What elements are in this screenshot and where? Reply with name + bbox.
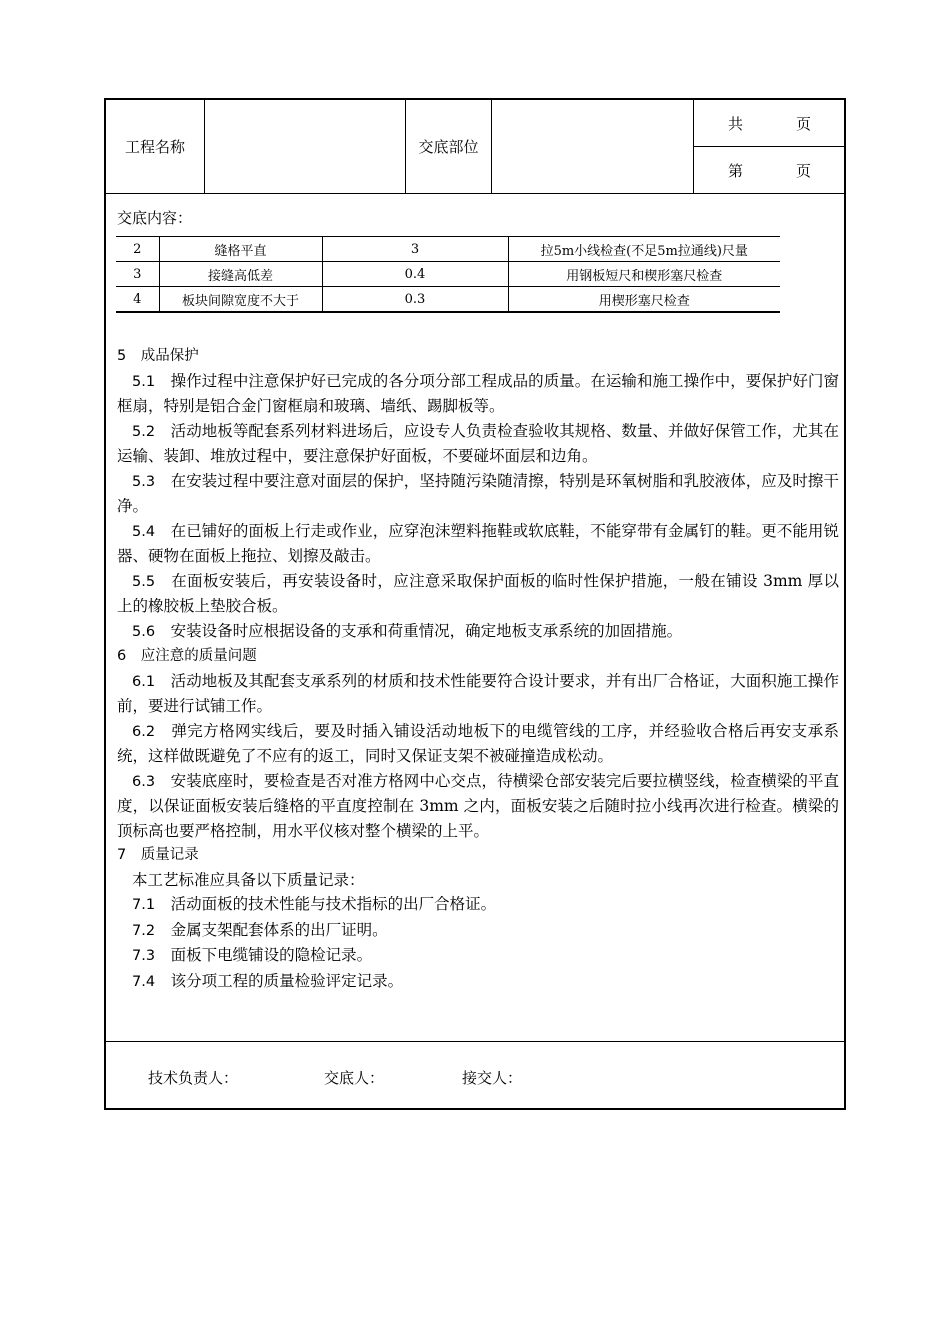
clause-6-3 [117, 769, 839, 844]
section-7-title: 7 质量记录 [117, 847, 199, 863]
clause-5-1 [117, 369, 839, 419]
clause-text: 在面板安装后，再安装设备时，应注意采取保护面板的临时性保护措施，一般在铺设 3mm 厚以上的橡胶板上垫胶合板。 [117, 571, 839, 615]
disclosure-form [104, 98, 846, 1110]
table-cell-item: 缝格平直 [159, 237, 322, 262]
tech-lead-signature[interactable]: 技术负责人： [148, 1069, 239, 1087]
clause-number: 6.3 [132, 773, 156, 790]
clause-text: 安装底座时，要检查是否对准方格网中心交点，待横梁仓部安装完后要拉横竖线，检查横梁的平直度，以保证面板安装后缝格的平直度控制在 3mm 之内，面板安装之后随时拉小线再次进行检查。横梁的顶标高也要严格控制，用水平仪核对整个横梁的上平。 [117, 771, 839, 840]
clause-5-2 [117, 419, 839, 469]
clause-text: 在已铺好的面板上行走或作业，应穿泡沫塑料拖鞋或软底鞋，不能穿带有金属钉的鞋。更不能用锐器、硬物在面板上拖拉、划擦及敲击。 [117, 521, 839, 565]
table-cell-method: 用楔形塞尺检查 [508, 287, 780, 313]
clause-6-1 [117, 669, 839, 719]
disclosure-part-value[interactable] [492, 100, 694, 193]
clause-7-1 [117, 892, 839, 918]
clause-number: 5.2 [132, 423, 156, 440]
disclosure-body [117, 344, 839, 994]
project-name-label: 工程名称 [106, 100, 205, 193]
clause-number: 7.3 [132, 948, 156, 964]
table-row [116, 287, 780, 313]
clause-text: 在安装过程中要注意对面层的保护，坚持随污染随清擦，特别是环氧树脂和乳胶液体，应及时擦干净。 [117, 471, 839, 515]
signature-row [106, 1041, 844, 1109]
clause-number: 5.3 [132, 473, 156, 490]
clause-5-6 [117, 619, 839, 645]
section-5-title: 5 成品保护 [117, 348, 199, 364]
clause-text: 安装设备时应根据设备的支承和荷重情况，确定地板支承系统的加固措施。 [170, 621, 683, 640]
clause-text: 活动地板等配套系列材料进场后，应设专人负责检查验收其规格、数量、并做好保管工作，尤其在运输、装卸、堆放过程中，要注意保护好面板，不要碰坏面层和边角。 [117, 421, 839, 465]
clause-text: 活动地板及其配套支承系列的材质和技术性能要符合设计要求，并有出厂合格证，大面积施工操作前，要进行试铺工作。 [117, 671, 839, 715]
clause-text: 活动面板的技术性能与技术指标的出厂合格证。 [170, 895, 497, 913]
table-row [116, 237, 780, 262]
table-cell-method: 拉5m小线检查(不足5m拉通线)尺量 [508, 237, 780, 262]
project-name-value[interactable] [205, 100, 406, 193]
clause-number: 6.2 [132, 723, 156, 740]
section-7-intro: 本工艺标准应具备以下质量记录： [132, 870, 365, 889]
table-cell-no: 4 [116, 287, 159, 313]
table-cell-no: 2 [116, 237, 159, 262]
total-pages: 共 页 [694, 100, 844, 147]
clause-6-2 [117, 719, 839, 769]
page-count-cell [694, 100, 844, 193]
tolerance-table [116, 236, 780, 313]
clause-number: 7.4 [132, 973, 156, 990]
page-number: 第 页 [728, 161, 812, 180]
table-row [116, 262, 780, 287]
disclosure-part-label: 交底部位 [406, 100, 492, 193]
clause-number: 6.1 [132, 673, 156, 690]
table-cell-no: 3 [116, 262, 159, 287]
clause-text: 金属支架配套体系的出厂证明。 [170, 920, 388, 939]
clause-text: 该分项工程的质量检验评定记录。 [170, 971, 404, 990]
section-6-title: 6 应注意的质量问题 [117, 648, 257, 664]
receiver-signature[interactable]: 接交人： [462, 1069, 523, 1087]
clause-5-5 [117, 569, 839, 619]
clause-text: 操作过程中注意保护好已完成的各分项分部工程成品的质量。在运输和施工操作中，要保护好门窗框扇，特别是铝合金门窗框扇和玻璃、墙纸、踢脚板等。 [117, 371, 839, 415]
clause-number: 5.1 [132, 373, 156, 390]
clause-7-4 [117, 969, 839, 995]
clause-number: 5.4 [132, 523, 156, 540]
table-cell-item: 接缝高低差 [159, 262, 322, 287]
clause-7-3 [117, 943, 839, 969]
table-cell-value: 0.3 [322, 287, 508, 313]
clause-7-2 [117, 918, 839, 944]
clause-number: 5.5 [132, 573, 156, 590]
clause-number: 5.6 [132, 623, 156, 640]
clause-5-3 [117, 469, 839, 519]
table-cell-value: 0.4 [322, 262, 508, 287]
discloser-signature[interactable]: 交底人： [324, 1069, 385, 1087]
clause-number: 7.1 [132, 897, 156, 913]
table-cell-item: 板块间隙宽度不大于 [159, 287, 322, 313]
table-cell-value: 3 [322, 237, 508, 262]
form-header [106, 100, 844, 194]
clause-text: 弹完方格网实线后，要及时插入铺设活动地板下的电缆管线的工序，并经验收合格后再安支承系统，这样做既避免了不应有的返工，同时又保证支架不被碰撞造成松动。 [117, 721, 839, 765]
clause-number: 7.2 [132, 922, 156, 939]
clause-5-4 [117, 519, 839, 569]
clause-text: 面板下电缆铺设的隐检记录。 [170, 946, 373, 964]
table-cell-method: 用钢板短尺和楔形塞尺检查 [508, 262, 780, 287]
content-label: 交底内容： [117, 209, 193, 227]
